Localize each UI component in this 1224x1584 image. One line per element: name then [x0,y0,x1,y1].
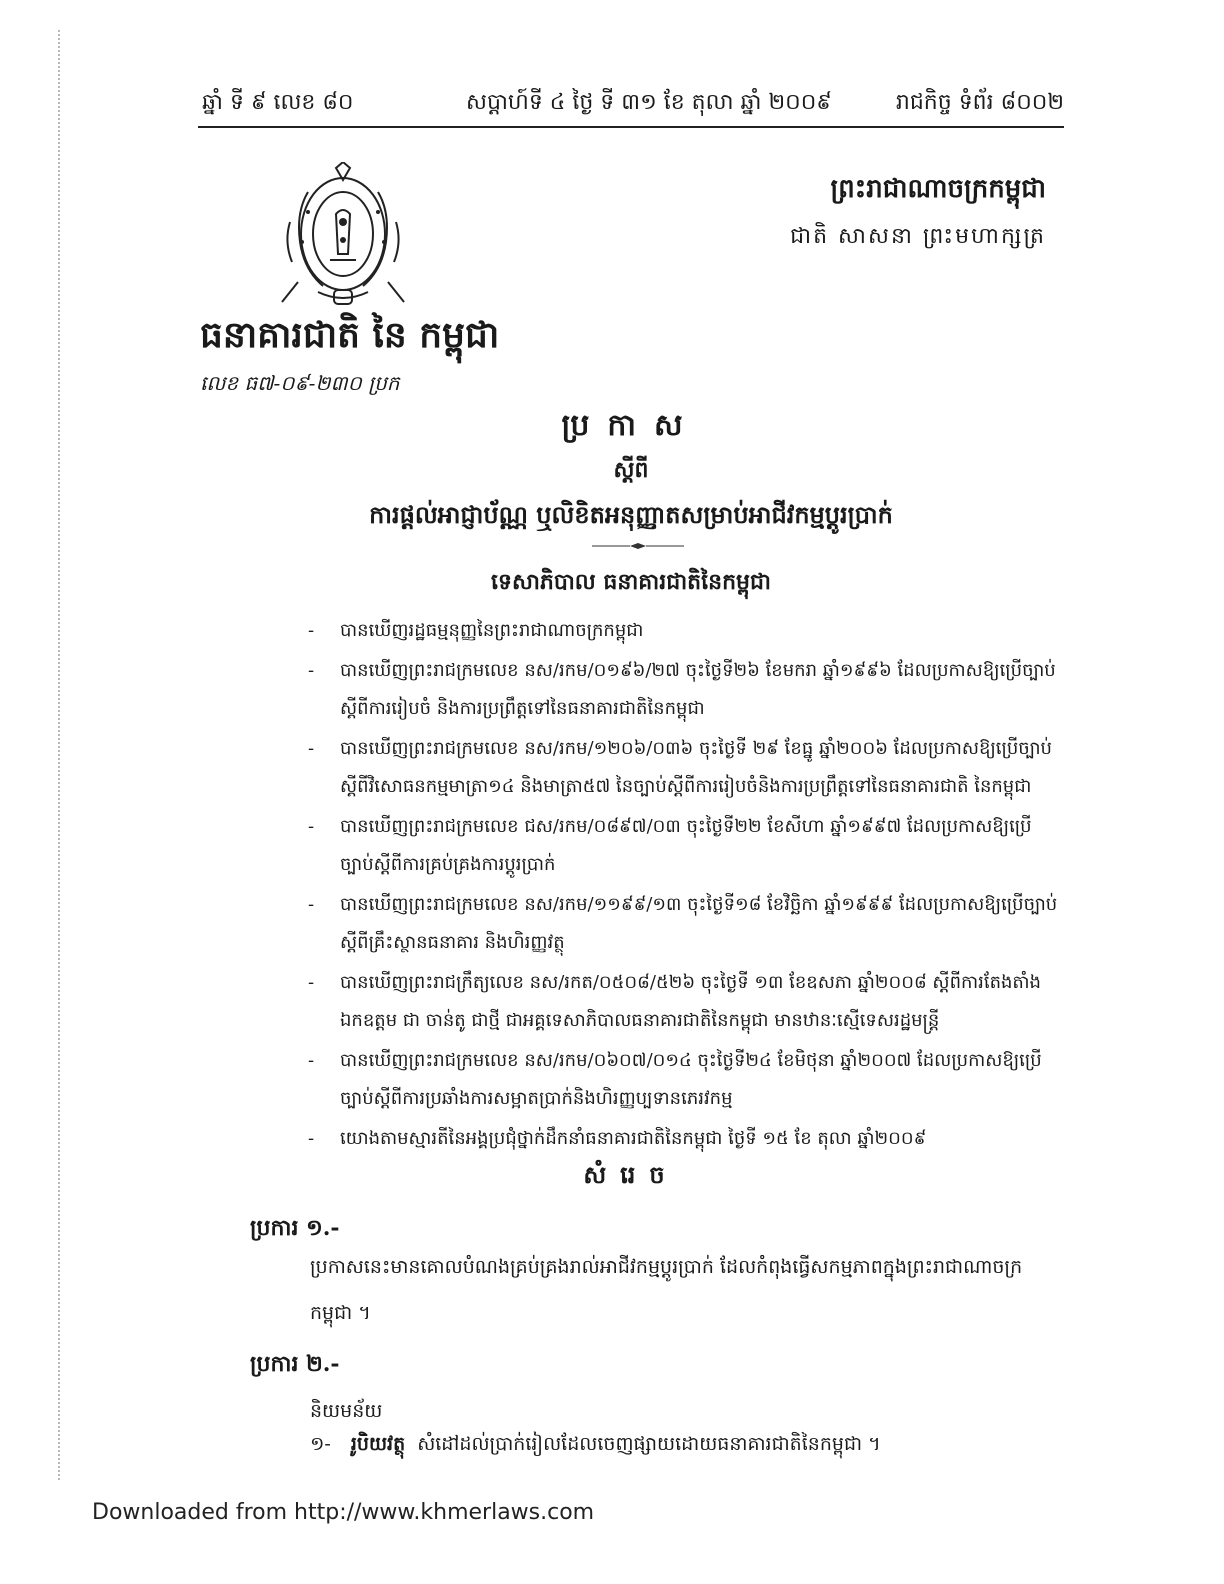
visa-item: - បានឃើញព្រះរាជក្រមលេខ នស/រកម/០៦០៧/០១៤ ចុះថ្ងៃទី២៤ ខែមិថុនា ឆ្នាំ២០០៧ ដែលប្រកាសឱ្យប្រើច្បាប់ស្តីពីការប្រឆាំងការសម្អាតប្រាក់និងហិរញ្ញប្បទានភេរវកម្ម [300,1042,1060,1118]
governor-heading: ទេសាភិបាល ធនាគារជាតិនៃកម្ពុជា [491,569,771,595]
article-1-body: ប្រកាសនេះមានគោលបំណងគ្រប់គ្រងរាល់អាជីវកម្មប្តូរប្រាក់ ដែលកំពុងធ្វើសកម្មភាពក្នុងព្រះរាជាណាចក្រកម្ពុជា ។ [310,1256,1023,1324]
download-source-footer: Downloaded from http://www.khmerlaws.com [92,1500,595,1525]
national-motto: ជាតិ សាសនា ព្រះមហាក្សត្រ [790,224,1046,249]
article-2-heading: ប្រការ ២.- [250,1351,340,1377]
visa-item: - បានឃើញរដ្ឋធម្មនុញ្ញនៃព្រះរាជាណាចក្រកម្ពុជា [300,612,1060,650]
decision-heading: សំរេច [583,1160,679,1189]
visa-item: - យោងតាមស្មារតីនៃអង្គប្រជុំថ្នាក់ដឹកនាំធនាគារជាតិនៃកម្ពុជា ថ្ងៃទី ១៥ ខែ តុលា ឆ្នាំ២០០៩ [300,1120,1060,1158]
title-ornament-divider [592,542,684,550]
header-divider [198,126,1064,128]
article-1-heading: ប្រការ ១.- [250,1215,340,1241]
gazette-date: សប្តាហ៍ទី ៤ ថ្ងៃ ទី ៣១ ខែ តុលា ឆ្នាំ ២០០៩ [466,90,832,115]
definition-number: ១- [310,1433,331,1455]
gazette-issue: ឆ្នាំ ទី ៩ លេខ ៨០ [202,90,354,115]
definition-term: រូបិយវត្ថុ [350,1433,406,1455]
visa-item: - បានឃើញព្រះរាជក្រមលេខ នស/រកម/១១៩៩/១៣ ចុះថ្ងៃទី១៨ ខែវិច្ឆិកា ឆ្នាំ១៩៩៩ ដែលប្រកាសឱ្យប្រើច្បាប់ស្តីពីគ្រឹះស្ថានធនាគារ និងហិរញ្ញវត្ថុ [300,886,1060,962]
binding-margin-marks [58,30,64,1480]
document-title: ប្រកាស [561,408,701,443]
visa-list [300,612,1060,1160]
gazette-header [198,84,1064,124]
royal-coat-of-arms-icon [278,162,408,312]
definition-text: សំដៅដល់ប្រាក់រៀលដែលចេញផ្សាយដោយធនាគារជាតិនៃកម្ពុជា ។ [417,1433,881,1455]
kingdom-name: ព្រះរាជាណាចក្រកម្ពុជា [830,174,1046,204]
visa-item: - បានឃើញព្រះរាជក្រមលេខ នស/រកម/១២០៦/០៣៦ ចុះថ្ងៃទី ២៩ ខែធ្នូ ឆ្នាំ២០០៦ ដែលប្រកាសឱ្យប្រើច្បាប់ស្តីពីវិសោធនកម្មមាត្រា១៤ និងមាត្រា៥៧ នៃច្បាប់ស្តីពីការរៀបចំនិងការប្រព្រឹត្តទៅនៃធនាគារជាតិ នៃកម្ពុជា [300,730,1060,806]
visa-item: - បានឃើញព្រះរាជក្រឹត្យលេខ នស/រកត/០៥០៨/៥២៦ ចុះថ្ងៃទី ១៣ ខែឧសភា ឆ្នាំ២០០៨ ស្តីពីការតែងតាំងឯកឧត្តម ជា ចាន់តូ ជាថ្មី ជាអគ្គទេសាភិបាលធនាគារជាតិនៃកម្ពុជា មានឋានៈស្មើទេសរដ្ឋមន្ត្រី [300,964,1060,1040]
document-subject: ការផ្តល់អាជ្ញាប័ណ្ណ ឬលិខិតអនុញ្ញាតសម្រាប់អាជីវកម្មប្តូរប្រាក់ [369,500,893,529]
visa-item: - បានឃើញព្រះរាជក្រមលេខ ជស/រកម/០៨៩៧/០៣ ចុះថ្ងៃទី២២ ខែសីហា ឆ្នាំ១៩៩៧ ដែលប្រកាសឱ្យប្រើច្បាប់ស្តីពីការគ្រប់គ្រងការប្តូរប្រាក់ [300,808,1060,884]
document-about: ស្តីពី [613,457,649,483]
visa-item: - បានឃើញព្រះរាជក្រមលេខ នស/រកម/០១៩៦/២៧ ចុះថ្ងៃទី២៦ ខែមករា ឆ្នាំ១៩៩៦ ដែលប្រកាសឱ្យប្រើច្បាប់ស្តីពីការរៀបចំ និងការប្រព្រឹត្តទៅនៃធនាគារជាតិនៃកម្ពុជា [300,652,1060,728]
definition-item [310,1432,881,1460]
article-2-body: និយមន័យ [310,1400,383,1422]
gazette-page: រាជកិច្ច ទំព័រ ៨០០២ [895,90,1064,115]
reference-number: លេខ ធ៧-០៩-២៣០ ប្រក [200,371,400,395]
issuing-bank-name: ធនាគារជាតិ នៃ កម្ពុជា [200,314,500,356]
